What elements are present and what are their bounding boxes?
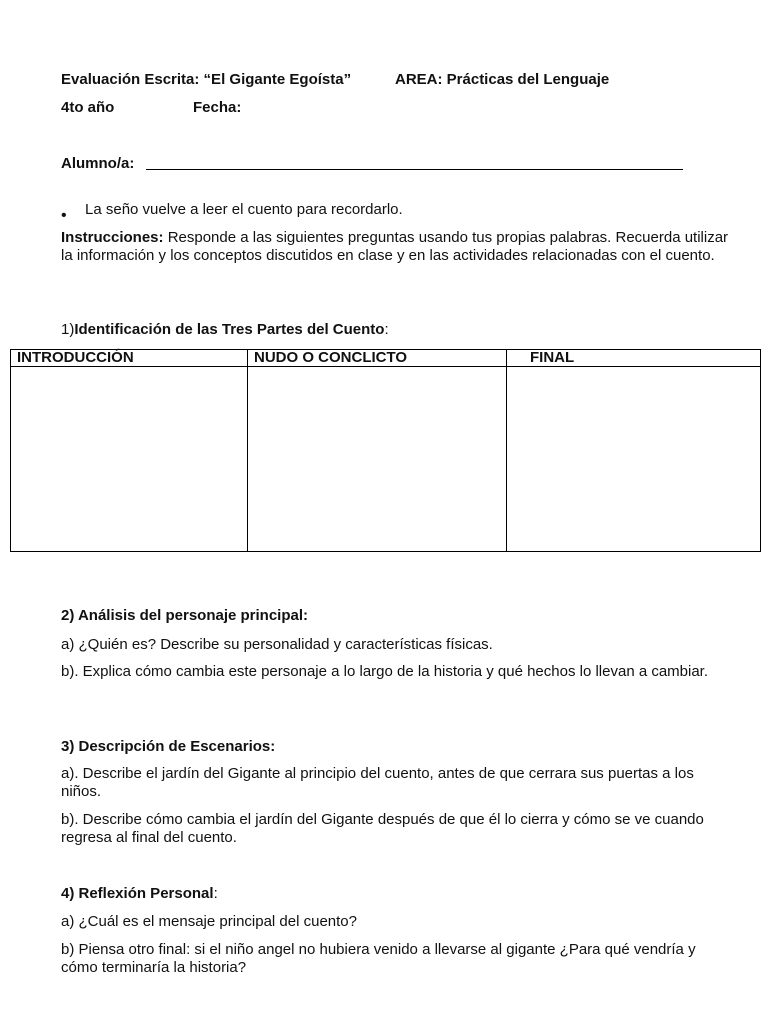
bullet-icon: • <box>61 207 67 224</box>
section2-question-b: b). Explica cómo cambia este personaje a lo largo de la historia y qué hechos lo llevan a cambiar. <box>61 663 709 680</box>
section3-question-b: b). Describe cómo cambia el jardín del Gigante después de que él lo cierra y cómo se ve cuando regresa al final del cuento. <box>61 811 704 846</box>
table-header-row <box>11 350 761 367</box>
section2-question-a: a) ¿Quién es? Describe su personalidad y características físicas. <box>61 636 493 653</box>
answer-cell-introduccion[interactable] <box>11 367 248 552</box>
section2-title: 2) Análisis del personaje principal: <box>61 607 309 624</box>
header-nudo: NUDO O CONCLICTO <box>248 350 507 367</box>
section4-colon: : <box>213 885 218 902</box>
table-answer-row <box>11 367 761 552</box>
section4-question-a: a) ¿Cuál es el mensaje principal del cuento? <box>61 913 357 930</box>
section3-question-a: a). Describe el jardín del Gigante al principio del cuento, antes de que cerrara sus puertas a los niños. <box>61 765 694 800</box>
student-label: Alumno/a: <box>61 155 135 172</box>
section4-question-b: b) Piensa otro final: si el niño angel no hubiera venido a llevarse al gigante ¿Para qué vendría y cómo terminaría la historia? <box>61 941 696 976</box>
section3-title: 3) Descripción de Escenarios: <box>61 738 276 755</box>
bullet-text: La seño vuelve a leer el cuento para recordarlo. <box>85 201 403 218</box>
subject-area: AREA: Prácticas del Lenguaje <box>395 71 610 88</box>
story-parts-table <box>10 349 761 552</box>
header-final: FINAL <box>507 350 761 367</box>
section1-title: Identificación de las Tres Partes del Cuento <box>74 321 385 338</box>
instructions-paragraph <box>61 229 731 265</box>
answer-cell-nudo[interactable] <box>248 367 507 552</box>
date-label: Fecha: <box>193 99 242 116</box>
header-introduccion: INTRODUCCIÓN <box>11 350 248 367</box>
section1-colon: : <box>384 321 389 338</box>
section1-heading <box>61 321 389 338</box>
document-title: Evaluación Escrita: “El Gigante Egoísta” <box>61 71 352 88</box>
student-name-line[interactable] <box>146 169 683 170</box>
answer-cell-final[interactable] <box>507 367 761 552</box>
section4-heading <box>61 885 218 902</box>
instructions-label: Instrucciones: <box>61 229 164 246</box>
grade-label: 4to año <box>61 99 115 116</box>
section4-title: 4) Reflexión Personal <box>61 885 214 902</box>
instructions-text: Responde a las siguientes preguntas usando tus propias palabras. Recuerda utilizar la información y los conceptos discutidos en clase y en las actividades relacionadas con el cuento. <box>61 229 729 264</box>
section1-number: 1) <box>61 321 75 338</box>
